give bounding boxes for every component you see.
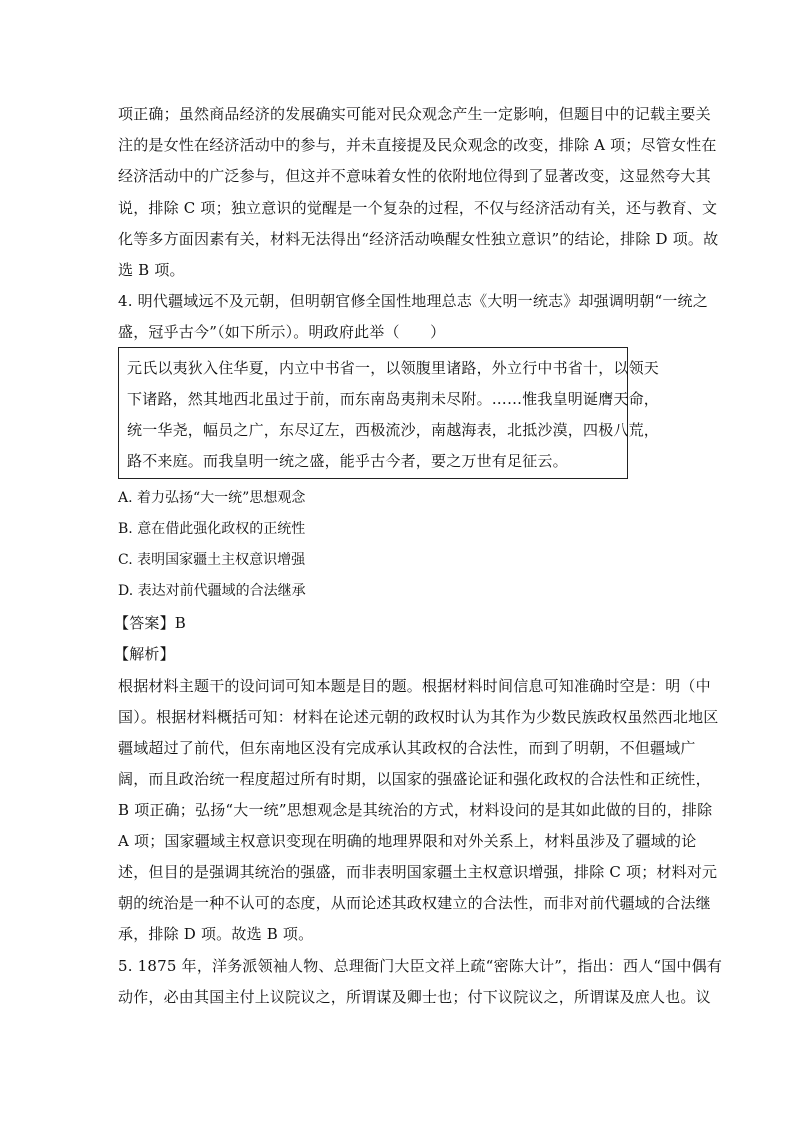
question-5-stem: 5. 1875 年，洋务派领袖人物、总理衙门大臣文祥上疏“密陈大计”，指出：西人“国中偶有: [118, 957, 723, 975]
prev-analysis-line: 选 B 项。: [118, 261, 185, 279]
option-a: A. 着力弘扬“大一统”思想观念: [118, 490, 306, 506]
option-b: B. 意在借此强化政权的正统性: [118, 521, 306, 537]
material-line: 下诸路，然其地西北虽过于前，而东南岛夷荆未尽附。……惟我皇明诞膺天命，: [127, 390, 660, 408]
analysis-line: 国）。根据材料概括可知：材料在论述元朝的政权时认为其作为少数民族政权虽然西北地区: [118, 708, 719, 726]
question-5-stem: 动作，必由其国主付上议院议之，所谓谋及卿士也；付下议院议之，所谓谋及庶人也。议: [118, 988, 711, 1006]
analysis-line: A 项；国家疆域主权意识变现在明确的地理界限和对外关系上，材料虽涉及了疆域的论: [118, 832, 697, 850]
analysis-line: 承，排除 D 项。故选 B 项。: [118, 925, 314, 943]
prev-analysis-line: 注的是女性在经济活动中的参与，并未直接提及民众观念的改变，排除 A 项；尽管女性在: [118, 136, 717, 154]
analysis-line: 疆域超过了前代，但东南地区没有完成承认其政权的合法性，而到了明朝，不但疆域广: [118, 739, 696, 757]
analysis-line: 阔，而且政治统一程度超过所有时期，以国家的强盛论证和强化政权的合法性和正统性，: [118, 770, 711, 788]
option-c: C. 表明国家疆土主权意识增强: [118, 552, 306, 568]
answer-label: 【答案】B: [114, 614, 187, 632]
material-box: [118, 347, 660, 479]
analysis-line: 根据材料主题干的设问词可知本题是目的题。根据材料时间信息可知准确时空是：明（中: [118, 677, 711, 695]
material-line: 统一华尧，幅员之广，东尽辽左，西极流沙，南越海表，北抵沙漠，四极八荒，: [127, 421, 660, 439]
material-line: 路不来庭。而我皇明一统之盛，能乎古今者，要之万世有足征云。: [127, 452, 568, 470]
analysis-line: 述，但目的是强调其统治的强盛，而非表明国家疆土主权意识增强，排除 C 项；材料对元: [118, 863, 718, 881]
prev-analysis-line: 说，排除 C 项；独立意识的觉醒是一个复杂的过程，不仅与经济活动有关，还与教育、文: [118, 199, 718, 217]
prev-analysis-line: 经济活动中的广泛参与，但这并不意味着女性的依附地位得到了显著改变，这显然夸大其: [118, 167, 711, 185]
question-4-stem: 盛，冠乎古今”（如下所示）。明政府此举（ ）: [118, 323, 446, 341]
question-4-stem: 4. 明代疆域远不及元朝，但明朝官修全国性地理总志《大明一统志》却强调明朝“一统之: [118, 292, 708, 310]
analysis-line: 朝的统治是一种不认可的态度，从而论述其政权建立的合法性，而非对前代疆域的合法继: [118, 894, 711, 912]
prev-analysis-line: 化等多方面因素有关，材料无法得出“经济活动唤醒女性独立意识”的结论，排除 D 项。故: [118, 230, 719, 248]
option-d: D. 表达对前代疆域的合法继承: [118, 583, 306, 599]
prev-analysis-line: 项正确；虽然商品经济的发展确实可能对民众观念产生一定影响，但题目中的记载主要关: [118, 105, 711, 123]
analysis-label: 【解析】: [114, 645, 175, 663]
analysis-line: B 项正确；弘扬“大一统”思想观念是其统治的方式，材料设问的是其如此做的目的，排除: [118, 801, 713, 819]
material-line: 元氏以夷狄入住华夏，内立中书省一，以领腹里诸路，外立行中书省十，以领天: [127, 359, 660, 377]
